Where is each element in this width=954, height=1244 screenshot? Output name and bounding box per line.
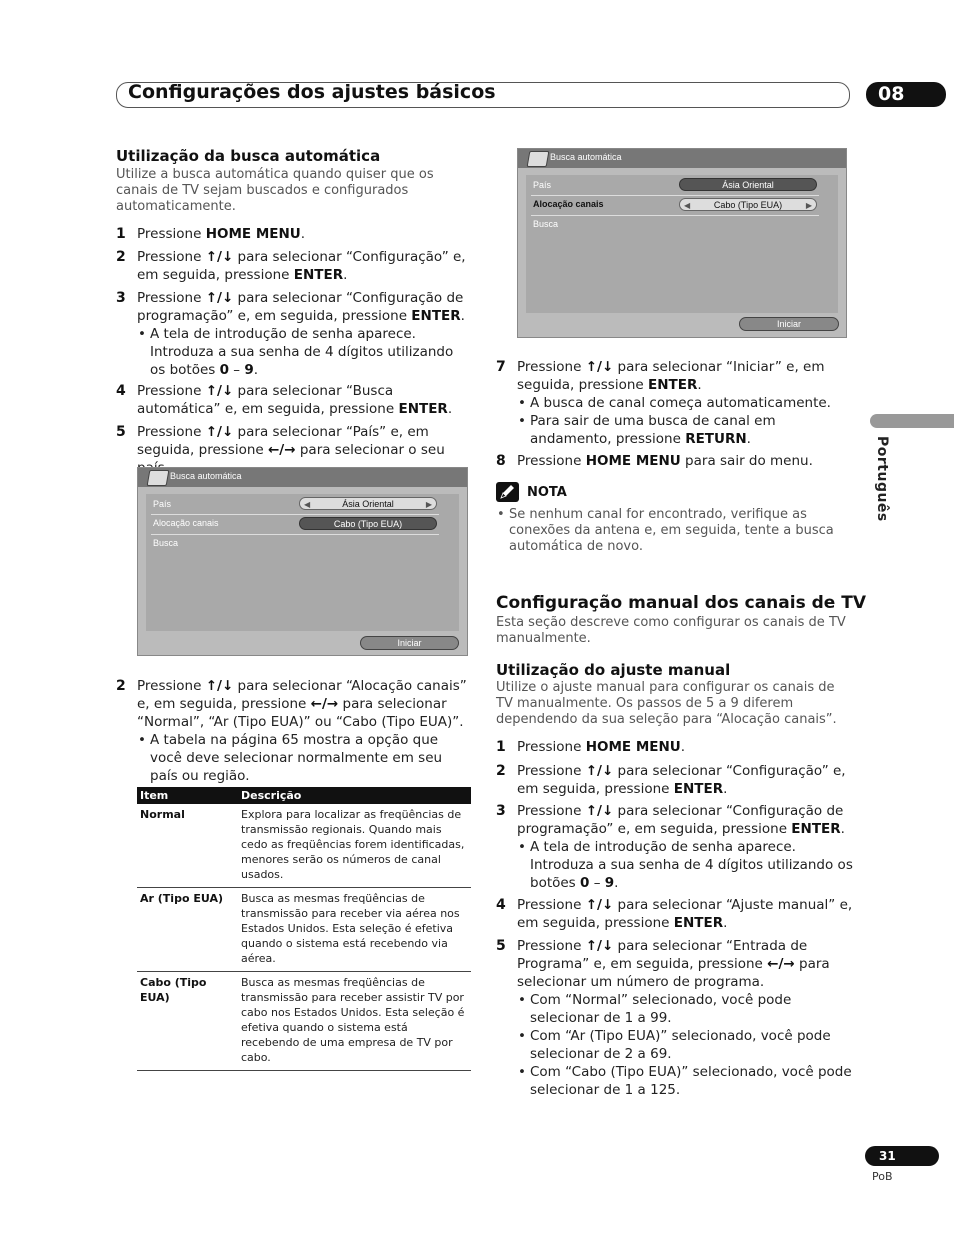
arrow-up-down-icon: ↑/↓ [205,383,234,399]
start-button[interactable]: Iniciar [360,636,459,650]
section-title-manual-adjust: Utilização do ajuste manual [496,661,731,679]
tv-screen-auto-search-1 [137,467,468,656]
menu-folder-icon [147,470,170,486]
row-divider [151,514,439,515]
table-row [137,888,471,972]
arrow-right-icon: ▶ [425,500,432,509]
note-title: NOTA [527,485,567,500]
step-8: 8 Pressione HOME MENU para sair do menu. [496,453,813,469]
step-7-bullet-2: • Para sair de uma busca de canal em andamento, pressione RETURN. [517,412,857,448]
manual-step-5-bullet: • Com “Ar (Tipo EUA)” selecionado, você pode selecionar de 2 a 69. [517,1027,857,1063]
page-number: 31 [865,1146,939,1166]
arrow-up-down-icon: ↑/↓ [585,359,614,375]
screen-row-label-search: Busca [153,538,179,548]
table-cell-description: Explora para localizar as freqüências de transmissão regionais. Quando mais cedo as freqüências forem identificadas, menores serão os números de canal usados. [238,804,471,888]
table-row [137,972,471,1071]
section-intro-manual-config: Esta seção descreve como configurar os canais de TV manualmente. [496,615,846,646]
country-selector[interactable]: Ásia Oriental [679,178,817,191]
note-pencil-icon [496,482,519,502]
arrow-up-down-icon: ↑/↓ [205,249,234,265]
step-allocation-bullet: • A tabela na página 65 mostra a opção que você deve selecionar normalmente em seu país ou região. [137,731,471,785]
screen-titlebar: Busca automática [138,468,467,487]
screen-row-label-search: Busca [533,219,559,229]
table-cell-description: Busca as mesmas freqüências de transmissão para receber via aérea nos Estados Unidos. Esta seleção é efetiva quando o sistema está recebendo via aérea. [238,888,471,972]
table-cell-item: Cabo (Tipo EUA) [137,972,238,1071]
arrow-left-right-icon: ←/→ [310,696,339,712]
table-cell-item: Ar (Tipo EUA) [137,888,238,972]
arrow-up-down-icon: ↑/↓ [585,938,614,954]
screen-row-label-allocation: Alocação canais [153,518,219,528]
step-3: 3 Pressione ↑/↓ para selecionar “Configuração de programação” e, em seguida, pressione ENTER. • A tela de introdução de senha aparece. Introduza a sua senha de 4 dígitos utilizando os botões 0 – 9. [137,289,471,379]
tv-screen-auto-search-2 [517,148,847,338]
arrow-up-down-icon: ↑/↓ [585,803,614,819]
table-header-description: Descrição [238,787,471,804]
start-button[interactable]: Iniciar [739,317,839,331]
page-title: Configurações dos ajustes básicos [128,81,496,103]
side-tab [870,414,954,428]
step-7: 7 Pressione ↑/↓ para selecionar “Iniciar” e, em seguida, pressione ENTER. • A busca de canal começa automaticamente. • Para sair de uma busca de canal em andamento, pressione RETURN. [517,358,857,448]
side-language-label: Português [874,436,890,522]
manual-step-3: 3 Pressione ↑/↓ para selecionar “Configuração de programação” e, em seguida, pressione ENTER. • A tela de introdução de senha aparece. Introduza a sua senha de 4 dígitos utilizando os botões 0 – 9. [517,802,857,892]
arrow-left-right-icon: ←/→ [767,956,795,972]
section-title-manual-config: Configuração manual dos canais de TV [496,593,866,613]
table-header-row [137,787,471,804]
screen-row-label-allocation: Alocação canais [533,199,604,209]
manual-step-5-bullet: • Com “Cabo (Tipo EUA)” selecionado, você pode selecionar de 1 a 125. [517,1063,857,1099]
manual-step-5-bullet: • Com “Normal” selecionado, você pode selecionar de 1 a 99. [517,991,857,1027]
row-divider [151,534,439,535]
table-header-item: Item [137,787,238,804]
manual-step-5: 5 Pressione ↑/↓ para selecionar “Entrada de Programa” e, em seguida, pressione ←/→ para selecionar um número de programa. • Com “Normal” selecionado, você pode selecionar de 1 a 99. • Com “Ar (Tipo EUA)” selecionado, você pode selecionar de 2 a 69. • Com “Cabo (Tipo EUA)” selecionado, você pode selecionar de 1 a 125. [517,937,857,1099]
section-intro-manual-adjust: Utilize o ajuste manual para configurar os canais de TV manualmente. Os passos de 5 a 9 diferem dependendo da sua seleção para “Alocação canais”. [496,680,837,727]
section-intro-auto-search: Utilize a busca automática quando quiser que os canais de TV sejam buscados e configurados automaticamente. [116,167,434,214]
table-cell-item: Normal [137,804,238,888]
step-3-bullet: • A tela de introdução de senha aparece. Introduza a sua senha de 4 dígitos utilizando os botões 0 – 9. [137,325,471,379]
step-5: 5 Pressione ↑/↓ para selecionar “País” e, em seguida, pressione ←/→ para selecionar o seu [116,424,445,458]
allocation-table [137,787,471,1071]
screen-titlebar: Busca automática [518,149,846,168]
note-text: • Se nenhum canal for encontrado, verifique as conexões da antena e, em seguida, tente a busca automática de novo. [496,507,849,555]
manual-step-4: 4 Pressione ↑/↓ para selecionar “Ajuste manual” e, em seguida, pressione ENTER. [496,897,853,931]
arrow-left-icon: ◀ [304,500,311,509]
manual-step-1: 1 Pressione HOME MENU. [496,739,686,755]
arrow-right-icon: ▶ [805,201,812,210]
allocation-selector[interactable]: Cabo (Tipo EUA) [299,517,437,530]
arrow-up-down-icon: ↑/↓ [205,290,234,306]
table-cell-description: Busca as mesmas freqüências de transmissão para receber assistir TV por cabo nos Estados Unidos. Esta seleção é efetiva quando o sistema está recebendo de uma empresa de TV por cabo. [238,972,471,1071]
row-divider [531,195,819,196]
step-2: 2 Pressione ↑/↓ para selecionar “Configuração” e, em seguida, pressione ENTER. [116,249,466,283]
arrow-up-down-icon: ↑/↓ [205,678,234,694]
allocation-selector[interactable]: ◀ Cabo (Tipo EUA) ▶ [679,198,817,211]
arrow-up-down-icon: ↑/↓ [585,897,614,913]
manual-step-2: 2 Pressione ↑/↓ para selecionar “Configuração” e, em seguida, pressione ENTER. [496,763,846,797]
language-code: PoB [872,1170,893,1183]
arrow-left-right-icon: ←/→ [268,442,296,458]
arrow-left-icon: ◀ [684,201,691,210]
step-4: 4 Pressione ↑/↓ para selecionar “Busca automática” e, em seguida, pressione ENTER. [116,383,453,417]
arrow-up-down-icon: ↑/↓ [205,424,234,440]
menu-folder-icon [527,151,550,167]
table-row [137,804,471,888]
arrow-up-down-icon: ↑/↓ [585,763,614,779]
chapter-badge: 08 [866,82,946,107]
row-divider [531,215,819,216]
manual-step-3-bullet: • A tela de introdução de senha aparece. Introduza a sua senha de 4 dígitos utilizando os botões 0 – 9. [517,838,857,892]
step-1: 1 Pressione HOME MENU. [116,226,306,242]
step-allocation: 2 Pressione ↑/↓ para selecionar “Alocação canais” e, em seguida, pressione ←/→ para selecionar “Normal”, “Ar (Tipo EUA)” ou “Cabo (Tipo EUA)”. • A tabela na página 65 mostra a opção que você deve selecionar normalmente em seu país ou região. [137,677,471,785]
step-7-bullet-1: • A busca de canal começa automaticamente. [517,394,857,412]
screen-row-label-country: País [153,499,172,509]
section-title-auto-search: Utilização da busca automática [116,147,381,165]
screen-row-label-country: País [533,180,552,190]
country-selector[interactable]: ◀ Ásia Oriental ▶ [299,497,437,510]
